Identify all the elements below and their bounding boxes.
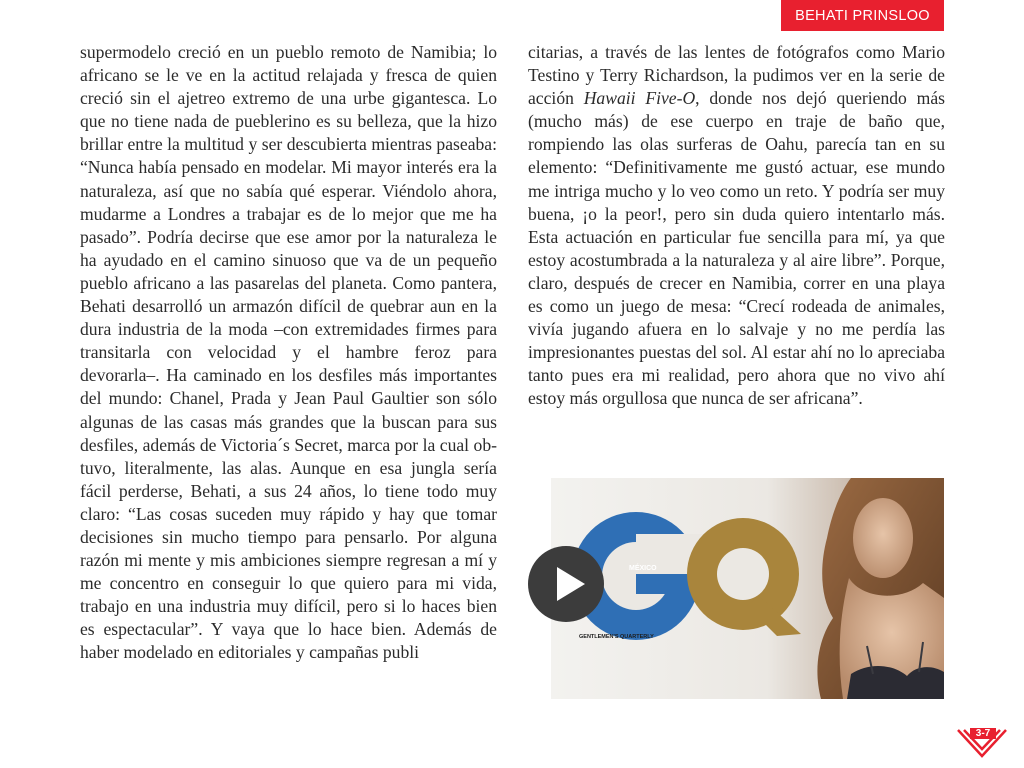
section-tag: BEHATI PRINSLOO [781,0,944,31]
gq-edition-label: MÉXICO [629,565,657,572]
article-column-left [80,41,497,665]
article-column-right [528,41,945,411]
article-paragraph [528,41,945,411]
play-icon [528,546,604,622]
show-title: Hawaii Five-O [583,88,696,109]
video-still-image [551,478,944,699]
model-figure [817,478,944,699]
play-button[interactable] [528,546,604,622]
gq-tagline: GENTLEMEN'S QUARTERLY [579,634,654,640]
video-thumbnail[interactable] [551,478,944,699]
page-number: 3-7 [970,728,996,739]
article-paragraph: supermodelo creció en un pueblo remoto de Namibia; lo africano se le ve en la actitud relajada y fresca de quien creció sin el ajetreo extremo de una urbe gigantesca. Lo que no tiene nada de pueblerino es su belleza, que la hizo brillar entre la multitud y ser descubierta mientras paseaba: “Nunca había pensado en modelar. Mi mayor interés era la naturaleza, así que no sabía qué esperar. Viéndolo ahora, mudarme a Londres a trabajar es de lo mejor que me ha pasado”. Podría decirse que ese amor por la naturaleza le ha ayudado en el camino sinuoso que va de un pequeño pueblo africano a las pasarelas del planeta. Como pantera, Behati desarrolló un armazón difícil de quebrar aun en la dura industria de la moda –con extremidades firmes para transitarla con velocidad y el hambre feroz para devorarla–. Ha caminado en los desfiles más importantes del mundo: Chanel, Prada y Jean Paul Gaultier son sólo algunas de las casas más grandes que la buscan para sus desfiles, además de Victoria´s Secret, marca por la cual obtuvo, literalmente, las alas. Aunque en esa jungla sería fácil perderse, Behati, a sus 24 años, lo tiene todo muy claro: “Las cosas suceden muy rápido y hay que tomar decisiones sin mucho tiempo para pensarlo. Por alguna razón mi mente y mis ambiciones siempre regresan a mí y me concentro en conseguir lo que quiero para mi vida, trabajo en una industria muy difícil, pero si lo haces bien es espectacular”. Y vaya que lo hace bien. Además de haber modelado en editoriales y campañas publi [80,42,497,663]
paragraph-text-after: , donde nos dejó queriendo más (mucho más) de ese cuerpo en traje de baño que, rompiendo las olas surferas de Oahu, parecía tan en su elemento: “Definitivamente me gustó actuar, ese mundo me intriga mucho y lo veo como un reto. Y podría ser muy buena, ¡o la peor!, pero sin duda quiero intentarlo más. Esta actuación en particular fue sencilla para mí, ya que estoy acostumbrada a la naturaleza y al aire libre”. Porque, claro, después de crecer en Namibia, correr en una playa es como un juego de mesa: “Crecí rodeada de animales, vivía jugando afuera en lo salvaje y no me perdía las impresionantes puestas del sol. Al estar ahí no lo apreciaba tanto pues era mi realidad, pero ahora que no vivo ahí estoy más orgullosa que nunca de ser africana”. [528,88,945,409]
paragraph-text-before: citarias, a través de las lentes de fotógrafos como Mario Testino y Terry Richardson, la pudimos ver en la serie de acción [528,42,945,109]
